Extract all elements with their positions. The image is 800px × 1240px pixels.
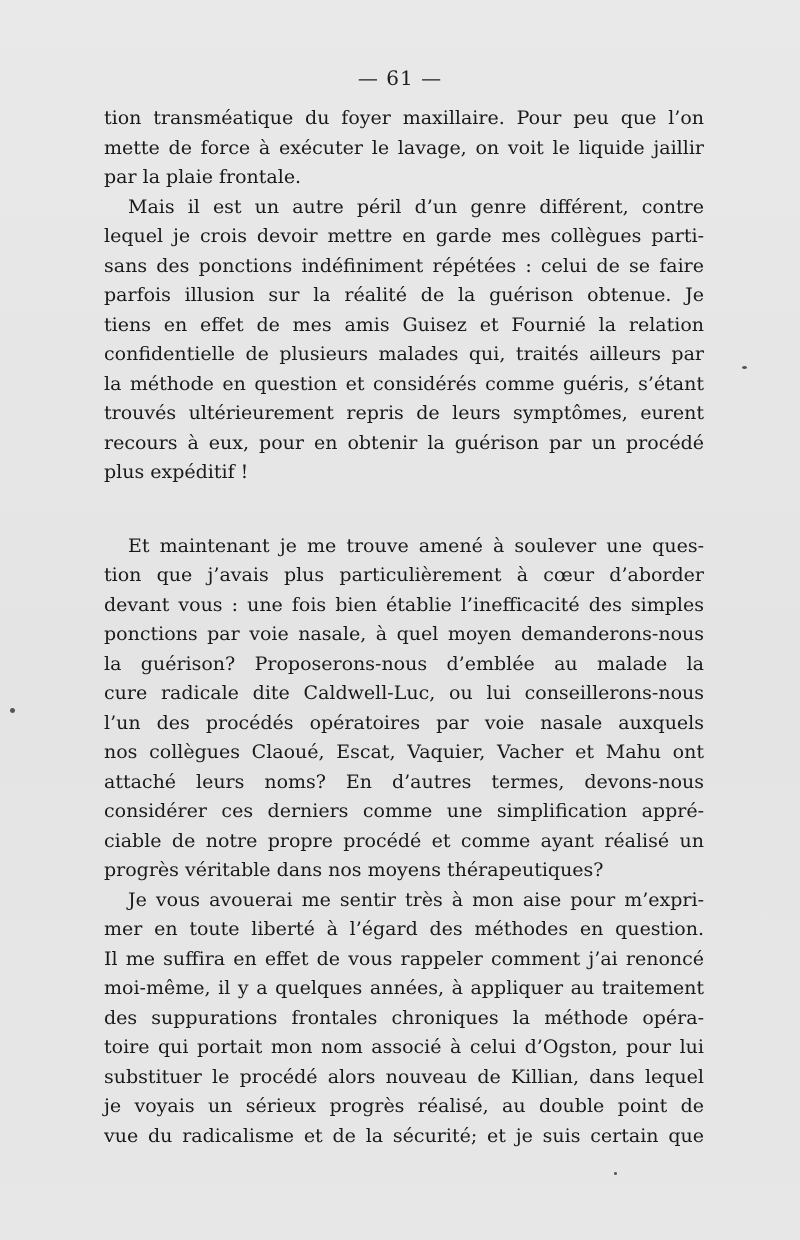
text-line: cure radicale dite Caldwell-Luc, ou lui conseillerons-nous [104,682,704,704]
text-line: l’un des procédés opératoires par voie nasale auxquels [104,711,704,734]
text-line: substituer le procédé alors nouveau de Killian, dans lequel [104,1065,704,1088]
text-line: recours à eux, pour en obtenir la guérison par un procédé [104,431,704,454]
text-line: tiens en effet de mes amis Guisez et Fournié la relation [104,313,704,336]
paragraph [104,104,704,193]
text-line: devant vous : une fois bien établie l’inefficacité des simples [104,593,704,616]
text-line: ciable de notre propre procédé et comme ayant réalisé un [104,829,704,852]
text-line: par la plaie frontale. [104,166,302,188]
text-line: plus expéditif ! [104,461,249,483]
scan-speck [10,708,15,713]
text-line: Il me suffira en effet de vous rappeler comment j’ai renoncé [104,947,704,970]
scan-speck [742,366,747,369]
text-line: tion transméatique du foyer maxillaire. Pour peu que l’on [104,107,704,129]
text-line: attaché leurs noms? En d’autres termes, devons-nous [104,770,704,793]
text-line: tion que j’avais plus particulièrement à cœur d’aborder [104,564,704,586]
text-line: lequel je crois devoir mettre en garde mes collègues parti- [104,225,704,247]
text-line: des suppurations frontales chroniques la méthode opéra- [104,1006,704,1029]
text-line: trouvés ultérieurement repris de leurs symptômes, eurent [104,402,704,424]
text-line: Je vous avouerai me sentir très à mon aise pour m’expri- [128,888,704,911]
text-line: nos collègues Claoué, Escat, Vaquier, Vacher et Mahu ont [104,741,704,763]
text-line: Et maintenant je me trouve amené à soulever une ques- [128,534,704,557]
page-number: — 61 — [357,66,443,90]
text-line: sans des ponctions indéfiniment répétées : celui de se faire [104,254,704,277]
text-line: mette de force à exécuter le lavage, on voit le liquide jaillir [104,136,704,159]
text-line: Mais il est un autre péril d’un genre différent, contre [128,195,704,218]
paragraph [104,886,704,1152]
section-break [104,488,704,532]
text-line: la guérison? Proposerons-nous d’emblée au malade la [104,652,704,675]
text-line: la méthode en question et considérés comme guéris, s’étant [104,372,704,395]
text-line: confidentielle de plusieurs malades qui, traités ailleurs par [104,343,704,365]
text-line: progrès véritable dans nos moyens thérapeutiques? [104,859,604,881]
paragraph [104,532,704,886]
text-line: considérer ces derniers comme une simplification appré- [104,800,704,822]
text-line: toire qui portait mon nom associé à celui d’Ogston, pour lui [104,1036,704,1058]
scan-speck [614,1172,617,1175]
body-text [104,104,704,1151]
text-line: ponctions par voie nasale, à quel moyen demanderons-nous [104,623,704,645]
text-line: mer en toute liberté à l’égard des méthodes en question. [104,918,704,940]
paragraph [104,193,704,488]
text-line: moi-même, il y a quelques années, à appliquer au traitement [104,977,704,999]
text-line: je voyais un sérieux progrès réalisé, au double point de [104,1095,704,1117]
text-line: parfois illusion sur la réalité de la guérison obtenue. Je [104,284,704,306]
text-line: vue du radicalisme et de la sécurité; et je suis certain que [104,1124,704,1147]
